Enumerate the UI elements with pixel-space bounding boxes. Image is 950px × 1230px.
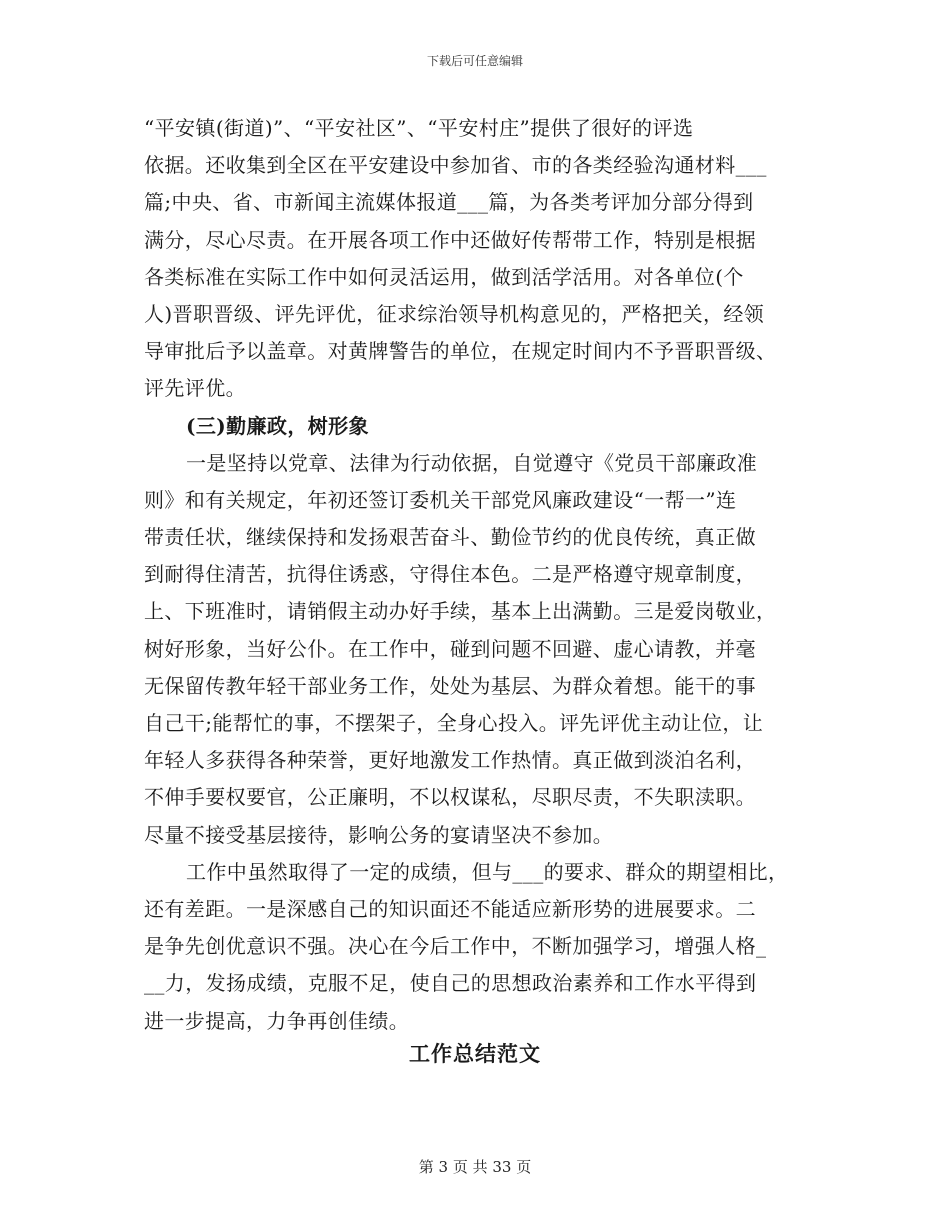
body-line: 年轻人多获得各种荣誉，更好地激发工作热情。真正做到淡泊名利， — [144, 748, 756, 773]
body-line: 导审批后予以盖章。对黄牌警告的单位，在规定时间内不予晋职晋级、 — [144, 339, 777, 364]
body-line: 上、下班准时，请销假主动办好手续，基本上出满勤。三是爱岗敬业， — [144, 599, 777, 624]
body-line: 满分，尽心尽责。在开展各项工作中还做好传帮带工作，特别是根据 — [144, 227, 756, 252]
page-header-note: 下载后可任意编辑 — [426, 54, 523, 68]
body-line: 带责任状，继续保持和发扬艰苦奋斗、勤俭节约的优良传统，真正做 — [144, 525, 756, 550]
body-line: 无保留传教年轻干部业务工作，处处为基层、为群众着想。能干的事 — [144, 673, 756, 698]
body-line: 依据。还收集到全区在平安建设中参加省、市的各类经验沟通材料___ — [144, 153, 767, 178]
body-line: 不伸手要权要官，公正廉明，不以权谋私，尽职尽责，不失职渎职。 — [144, 785, 756, 810]
body-line: 各类标准在实际工作中如何灵活运用，做到活学活用。对各单位(个 — [144, 264, 744, 289]
body-line: “平安镇(街道)”、“平安社区”、“平安村庄”提供了很好的评选 — [144, 116, 694, 140]
body-line: 尽量不接受基层接待，影响公务的宴请坚决不参加。 — [144, 822, 614, 847]
body-line: 到耐得住清苦，抗得住诱惑，守得住本色。二是严格遵守规章制度， — [144, 562, 756, 587]
body-line: 进一步提高，力争再创佳绩。 — [144, 1008, 410, 1033]
body-line: 人)晋职晋级、评先评优，征求综治领导机构意见的，严格把关，经领 — [144, 301, 765, 326]
body-line: 一是坚持以党章、法律为行动依据，自觉遵守《党员干部廉政准 — [186, 450, 758, 475]
body-line: 树好形象，当好公仆。在工作中，碰到问题不回避、虚心请教，并毫 — [144, 636, 756, 661]
subsection-heading: (三)勤廉政，树形象 — [186, 413, 369, 438]
body-line: 则》和有关规定，年初还签订委机关干部党风廉政建设“一帮一”连 — [144, 487, 737, 512]
document-body — [144, 110, 834, 1040]
section-title: 工作总结范文 — [409, 1041, 541, 1066]
body-line: 篇;中央、省、市新闻主流媒体报道___篇，为各类考评加分部分得到 — [144, 190, 754, 215]
body-line: 是争先创优意识不强。决心在今后工作中，不断加强学习，增强人格_ — [144, 934, 767, 959]
body-line: 评先评优。 — [144, 376, 246, 401]
body-line: 工作中虽然取得了一定的成绩，但与___的要求、群众的期望相比， — [186, 859, 789, 884]
page-number: 第 3 页 共 33 页 — [418, 1158, 532, 1176]
body-line: 自己干;能帮忙的事，不摆架子，全身心投入。评先评优主动让位，让 — [144, 711, 764, 735]
body-line: __力，发扬成绩，克服不足，使自己的思想政治素养和工作水平得到 — [144, 971, 757, 996]
body-line: 还有差距。一是深感自己的知识面还不能适应新形势的进展要求。二 — [144, 896, 756, 921]
